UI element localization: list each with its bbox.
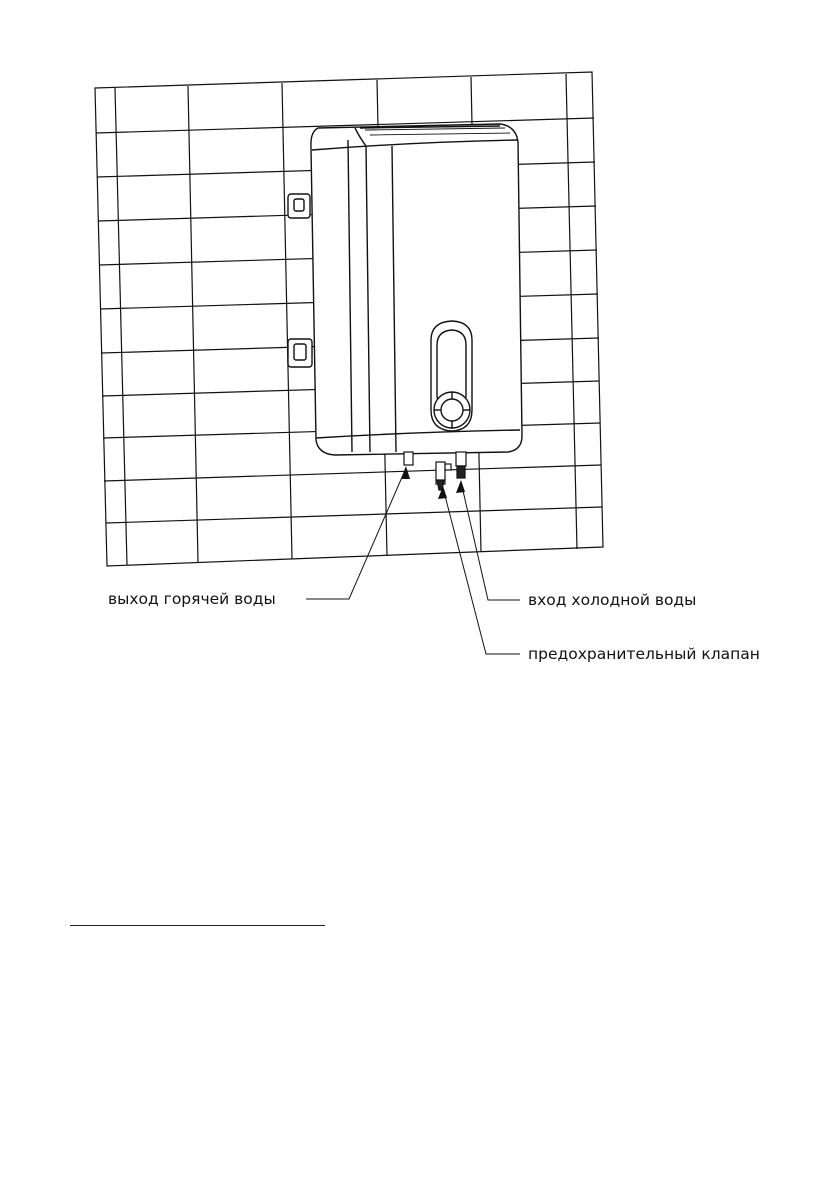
safety-valve-label: предохранительный клапан — [528, 645, 760, 663]
wall-brackets — [288, 194, 312, 367]
cold-water-inlet-label: вход холодной воды — [528, 591, 697, 609]
hot-water-outlet-label: выход горячей воды — [108, 590, 276, 608]
hot-water-leader — [306, 468, 406, 599]
hot-water-outlet-pipe — [404, 452, 413, 465]
water-heater-tank — [311, 124, 522, 455]
footnote-separator — [70, 925, 325, 926]
callout-leaders — [306, 468, 520, 654]
cold-water-leader — [461, 482, 520, 600]
cold-water-inlet-pipe — [456, 452, 466, 466]
tank-body — [311, 124, 522, 455]
